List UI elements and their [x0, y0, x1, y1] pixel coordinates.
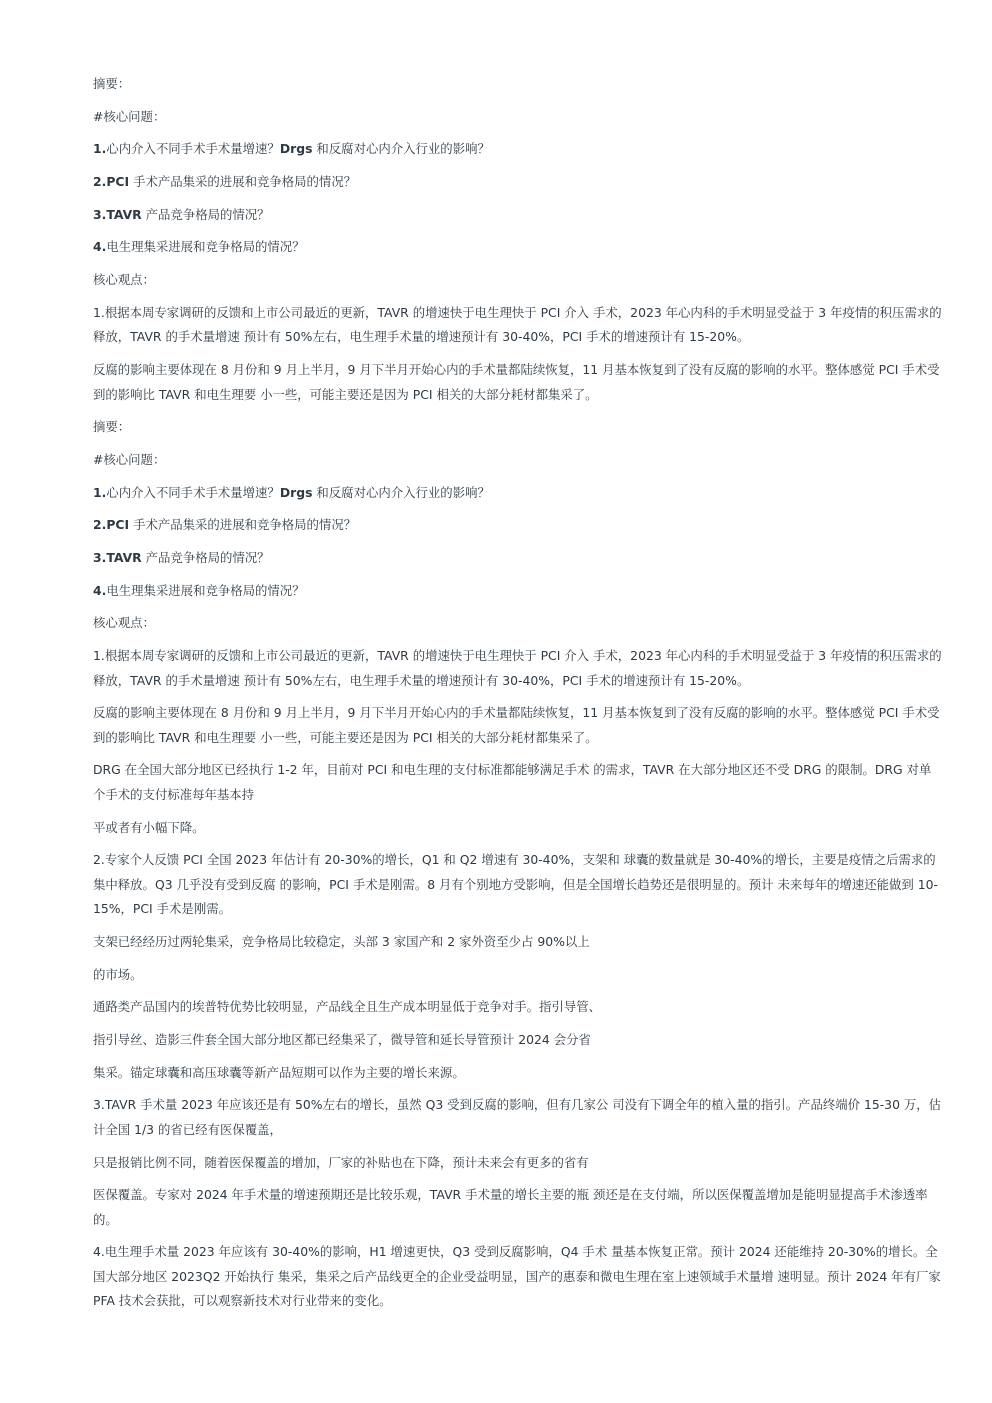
heading-summary: 摘要： — [93, 76, 131, 91]
body-paragraph: 4.电生理手术量 2023 年应该有 30-40%的影响，H1 增速更快，Q3 受到反腐影响，Q4 手术 量基本恢复正常。预计 2024 还能维持 20-30%的增长。全国大部分地区 2023Q2 开始执行 集采，集采之后产品线更全的企业受益明显，国产的惠泰和微电生理在室上速领域手术量增 速明显。预计 2024 年有厂家 PFA 技术会获批，可以观察新技术对行业带来的变化。 — [93, 1244, 941, 1309]
question-number: 2.PCI — [93, 174, 130, 190]
question-text-tail: 和反腐对心内介入行业的影响？ — [312, 141, 490, 157]
question-2 — [93, 513, 943, 538]
body-paragraph: 2.专家个人反馈 PCI 全国 2023 年估计有 20-30%的增长，Q1 和 Q2 增速有 30-40%，支架和 球囊的数量就是 30-40%的增长，主要是疫情之后需求的集中释放。Q3 几乎没有受到反腐 的影响，PCI 手术是刚需。8 月有个别地方受影响，但是全国增长趋势还是很明显的。预计 未来每年的增速还能做到 10-15%，PCI 手术是刚需。 — [93, 852, 938, 917]
heading-core-views: 核心观点： — [93, 272, 155, 288]
question-text: 心内介入不同手术手术量增速？ — [106, 484, 280, 500]
question-text: 电生理集采进展和竞争格局的情况？ — [106, 582, 305, 598]
body-paragraph: 反腐的影响主要体现在 8 月份和 9 月上半月，9 月下半月开始心内的手术量都陆续恢复，11 月基本恢复到了没有反腐的影响的水平。整体感觉 PCI 手术受到的影响比 TAVR 和电生理要 小一些，可能主要还是因为 PCI 相关的大部分耗材都集采了。 — [93, 705, 940, 745]
question-number: 4. — [93, 582, 107, 598]
body-paragraph: 集采。锚定球囊和高压球囊等新产品短期可以作为主要的增长来源。 — [93, 1064, 465, 1080]
heading-core-questions: #核心问题： — [93, 108, 166, 124]
body-paragraph: 1.根据本周专家调研的反馈和上市公司最近的更新，TAVR 的增速快于电生理快于 PCI 介入 手术，2023 年心内科的手术明显受益于 3 年疫情的积压需求的释放，TAVR 的手术量增速 预计有 50%左右，电生理手术量的增速预计有 30-40%，PCI 手术的增速预计有 15-20%。 — [93, 648, 942, 688]
question-text: 心内介入不同手术手术量增速？ — [106, 141, 280, 157]
heading-core-questions: #核心问题： — [93, 451, 166, 467]
question-1 — [93, 481, 943, 506]
question-text: 产品竞争格局的情况？ — [141, 549, 270, 565]
question-number: 3.TAVR — [93, 206, 142, 222]
question-number: 4. — [93, 239, 107, 255]
question-3 — [93, 546, 943, 571]
body-paragraph: 3.TAVR 手术量 2023 年应该还是有 50%左右的增长，虽然 Q3 受到反腐的影响，但有几家公 司没有下调全年的植入量的指引。产品终端价 15-30 万，估计全国 1/3 的省已经有医保覆盖， — [93, 1097, 942, 1137]
question-number: 1. — [93, 141, 107, 157]
body-paragraph: 反腐的影响主要体现在 8 月份和 9 月上半月，9 月下半月开始心内的手术量都陆续恢复，11 月基本恢复到了没有反腐的影响的水平。整体感觉 PCI 手术受到的影响比 TAVR 和电生理要 小一些，可能主要还是因为 PCI 相关的大部分耗材都集采了。 — [93, 362, 940, 402]
body-paragraph: 平或者有小幅下降。 — [93, 819, 205, 835]
question-text: 手术产品集采的进展和竞争格局的情况？ — [129, 174, 357, 190]
question-4 — [93, 579, 943, 604]
heading-summary: 摘要： — [93, 419, 131, 435]
body-paragraph: 支架已经经历过两轮集采，竞争格局比较稳定，头部 3 家国产和 2 家外资至少占 90%以上 — [93, 933, 590, 949]
document-body — [93, 72, 943, 1322]
question-bold-term: Drgs — [279, 484, 313, 500]
question-3 — [93, 203, 943, 228]
question-number: 1. — [93, 484, 107, 500]
question-4 — [93, 235, 943, 260]
question-bold-term: Drgs — [279, 141, 313, 157]
question-text: 产品竞争格局的情况？ — [141, 206, 270, 222]
question-2 — [93, 170, 943, 195]
body-paragraph: 指引导丝、造影三件套全国大部分地区都已经集采了，微导管和延长导管预计 2024 会分省 — [93, 1032, 591, 1047]
question-1 — [93, 137, 943, 162]
body-paragraph: 1.根据本周专家调研的反馈和上市公司最近的更新，TAVR 的增速快于电生理快于 PCI 介入 手术，2023 年心内科的手术明显受益于 3 年疫情的积压需求的释放，TAVR 的手术量增速 预计有 50%左右，电生理手术量的增速预计有 30-40%，PCI 手术的增速预计有 15-20%。 — [93, 304, 942, 345]
body-paragraph: DRG 在全国大部分地区已经执行 1-2 年，目前对 PCI 和电生理的支付标准都能够满足手术 的需求，TAVR 在大部分地区还不受 DRG 的限制。DRG 对单个手术的支付标准每年基本持 — [93, 762, 932, 802]
question-number: 3.TAVR — [93, 549, 142, 565]
body-paragraph: 的市场。 — [93, 966, 143, 982]
heading-core-views: 核心观点： — [93, 615, 155, 631]
question-number: 2.PCI — [93, 517, 130, 533]
question-text-tail: 和反腐对心内介入行业的影响？ — [312, 484, 490, 500]
body-paragraph: 医保覆盖。专家对 2024 年手术量的增速预期还是比较乐观，TAVR 手术量的增长主要的瓶 颈还是在支付端，所以医保覆盖增加是能明显提高手术渗透率的。 — [93, 1187, 928, 1227]
question-text: 电生理集采进展和竞争格局的情况？ — [106, 239, 305, 255]
question-text: 手术产品集采的进展和竞争格局的情况？ — [129, 517, 357, 533]
body-paragraph: 只是报销比例不同，随着医保覆盖的增加，厂家的补贴也在下降，预计未来会有更多的省有 — [93, 1154, 589, 1170]
body-paragraph: 通路类产品国内的埃普特优势比较明显，产品线全且生产成本明显低于竞争对手。指引导管、 — [93, 999, 602, 1015]
